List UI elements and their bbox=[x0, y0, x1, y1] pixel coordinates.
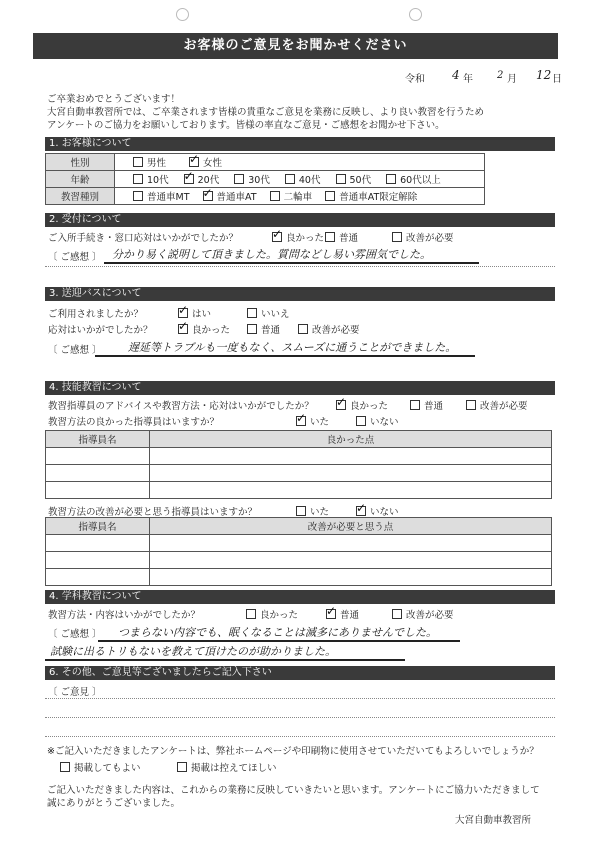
underline bbox=[98, 640, 460, 642]
comment-label-shuttle: 〔 ご感想 〕 bbox=[48, 345, 102, 356]
date-month-unit: 月 bbox=[507, 74, 517, 85]
date-day-unit: 日 bbox=[552, 74, 562, 85]
checkbox-shuttle-good[interactable] bbox=[178, 324, 188, 334]
option-reception-normal: 普通 bbox=[339, 233, 359, 244]
comment-reception: 分かり易く説明して頂きました。質問などし易い雰囲気でした。 bbox=[112, 248, 431, 261]
question-driving-instructor: 教習指導員のアドバイスや教習方法・応対はいかがでしたか？ bbox=[48, 401, 314, 412]
improve-instructor-table bbox=[45, 517, 552, 586]
checkbox-driving-good[interactable] bbox=[336, 400, 346, 410]
intro-line: アンケートのご協力をお願いしております。皆様の率直なご意見・ご感想をお聞かせ下さい。 bbox=[47, 120, 445, 131]
checkbox-academic-good[interactable] bbox=[246, 609, 256, 619]
comment-academic-line2: 試験に出るトリもないを教えて頂けたのが助かりました。 bbox=[50, 645, 336, 658]
option-driving-normal: 普通 bbox=[424, 401, 444, 412]
underline bbox=[104, 262, 479, 264]
comment-shuttle: 遅延等トラブルも一度もなく、スムーズに通うことができました。 bbox=[128, 341, 457, 354]
option-course-motorcycle: 二輪車 bbox=[283, 192, 313, 203]
table-cell[interactable] bbox=[150, 535, 552, 552]
table-cell[interactable] bbox=[46, 448, 150, 465]
checkbox-age-30[interactable] bbox=[234, 174, 244, 184]
option-reception-good: 良かった bbox=[286, 233, 325, 244]
question-shuttle-use: ご利用されましたか？ bbox=[48, 309, 144, 320]
table-cell[interactable] bbox=[150, 465, 552, 482]
table-cell[interactable] bbox=[150, 569, 552, 586]
col-good-points: 良かった点 bbox=[150, 431, 552, 448]
option-age-20: 20代 bbox=[197, 175, 220, 186]
table-cell[interactable] bbox=[150, 448, 552, 465]
option-shuttle-yes: はい bbox=[192, 309, 212, 320]
checkbox-good-instructor-no[interactable] bbox=[356, 416, 366, 426]
customer-info-table bbox=[45, 153, 485, 205]
checkbox-course-at-release[interactable] bbox=[325, 191, 335, 201]
option-academic-good: 良かった bbox=[260, 610, 299, 621]
col-instructor-name: 指導員名 bbox=[46, 518, 150, 535]
section-heading-shuttle: 3. 送迎バスについて bbox=[45, 287, 555, 301]
checkbox-good-instructor-yes[interactable] bbox=[296, 416, 306, 426]
date-day: 12 bbox=[536, 68, 552, 82]
option-male: 男性 bbox=[147, 158, 167, 169]
date-era: 令和 bbox=[405, 74, 425, 85]
option-female: 女性 bbox=[203, 158, 223, 169]
option-reception-improve: 改善が必要 bbox=[406, 233, 454, 244]
option-driving-good: 良かった bbox=[350, 401, 389, 412]
comment-label-other: 〔 ご意見 〕 bbox=[48, 687, 102, 698]
section-heading-customer: 1. お客様について bbox=[45, 137, 555, 151]
option-publish-ok: 掲載してもよい bbox=[74, 763, 141, 774]
option-shuttle-improve: 改善が必要 bbox=[312, 325, 360, 336]
section-heading-academic: 4. 学科教習について bbox=[45, 590, 555, 604]
checkbox-driving-improve[interactable] bbox=[466, 400, 476, 410]
checkbox-course-motorcycle[interactable] bbox=[270, 191, 280, 201]
option-academic-normal: 普通 bbox=[340, 610, 360, 621]
col-instructor-name: 指導員名 bbox=[46, 431, 150, 448]
option-age-60: 60代以上 bbox=[400, 175, 441, 186]
intro-line: 大宮自動車教習所では、ご卒業されます皆様の貴重なご意見を業務に反映し、より良い教習を行うため bbox=[47, 107, 485, 118]
checkbox-reception-normal[interactable] bbox=[325, 232, 335, 242]
col-improve-points: 改善が必要と思う点 bbox=[150, 518, 552, 535]
option-good-instructor-no: いない bbox=[370, 417, 399, 428]
option-age-40: 40代 bbox=[298, 175, 321, 186]
comment-label-academic: 〔 ご感想 〕 bbox=[48, 629, 102, 640]
option-course-at-release: 普通車AT限定解除 bbox=[339, 192, 418, 203]
date-month: 2 bbox=[497, 70, 504, 81]
checkbox-female[interactable] bbox=[189, 157, 199, 167]
checkbox-shuttle-normal[interactable] bbox=[247, 324, 257, 334]
table-cell[interactable] bbox=[150, 552, 552, 569]
row-label-gender: 性別 bbox=[46, 154, 115, 171]
option-course-mt: 普通車MT bbox=[147, 192, 190, 203]
section-heading-other: 6. その他、ご意見等ございましたらご記入下さい bbox=[45, 666, 555, 680]
closing-text bbox=[47, 784, 540, 810]
option-improve-instructor-no: いない bbox=[370, 507, 399, 518]
section-heading-reception: 2. 受付について bbox=[45, 213, 555, 227]
table-cell[interactable] bbox=[150, 482, 552, 499]
question-academic: 教習方法・内容はいかがでしたか？ bbox=[48, 610, 201, 621]
checkbox-age-60[interactable] bbox=[386, 174, 396, 184]
option-driving-improve: 改善が必要 bbox=[480, 401, 528, 412]
table-cell[interactable] bbox=[46, 482, 150, 499]
organization-name: 大宮自動車教習所 bbox=[455, 815, 532, 826]
closing-line: 誠にありがとうございました。 bbox=[47, 798, 181, 809]
option-publish-ng: 掲載は控えてほしい bbox=[191, 763, 277, 774]
option-shuttle-normal: 普通 bbox=[261, 325, 281, 336]
punch-hole-left bbox=[176, 8, 189, 21]
table-cell[interactable] bbox=[46, 465, 150, 482]
option-academic-improve: 改善が必要 bbox=[406, 610, 454, 621]
punch-hole-right bbox=[409, 8, 422, 21]
consent-question: ※ご記入いただきましたアンケートは、弊社ホームページや印刷物に使用させていただいてもよろしいでしょうか？ bbox=[47, 746, 539, 757]
intro bbox=[47, 93, 484, 132]
checkbox-age-10[interactable] bbox=[133, 174, 143, 184]
question-improve-instructor: 教習方法の改善が必要と思う指導員はいますか？ bbox=[48, 507, 258, 518]
checkbox-improve-instructor-yes[interactable] bbox=[296, 506, 306, 516]
checkbox-male[interactable] bbox=[133, 157, 143, 167]
checkbox-course-at[interactable] bbox=[203, 191, 213, 201]
checkbox-publish-ng[interactable] bbox=[177, 762, 187, 772]
checkbox-academic-normal[interactable] bbox=[326, 609, 336, 619]
option-shuttle-no: いいえ bbox=[261, 309, 290, 320]
option-good-instructor-yes: いた bbox=[310, 417, 330, 428]
option-improve-instructor-yes: いた bbox=[310, 507, 330, 518]
table-cell[interactable] bbox=[46, 552, 150, 569]
option-age-10: 10代 bbox=[147, 175, 169, 186]
row-label-age: 年齢 bbox=[46, 171, 115, 188]
closing-line: ご記入いただきました内容は、これからの業務に反映していきたいと思います。アンケートにご協力いただきまして bbox=[47, 785, 540, 796]
intro-line: ご卒業おめでとうございます！ bbox=[47, 94, 181, 105]
checkbox-reception-good[interactable] bbox=[272, 232, 282, 242]
underline bbox=[95, 355, 475, 357]
table-cell[interactable] bbox=[46, 569, 150, 586]
checkbox-shuttle-no[interactable] bbox=[247, 308, 257, 318]
comment-academic-line1: つまらない内容でも、眠くなることは滅多にありませんでした。 bbox=[118, 626, 437, 639]
row-label-course: 教習種別 bbox=[46, 188, 115, 205]
page-title: お客様のご意見をお聞かせください bbox=[33, 33, 558, 59]
checkbox-reception-improve[interactable] bbox=[392, 232, 402, 242]
writing-line bbox=[45, 736, 555, 737]
option-age-50: 50代 bbox=[349, 175, 372, 186]
writing-line bbox=[45, 266, 555, 267]
option-shuttle-good: 良かった bbox=[192, 325, 231, 336]
question-good-instructor: 教習方法の良かった指導員はいますか？ bbox=[48, 417, 220, 428]
option-age-30: 30代 bbox=[248, 175, 270, 186]
checkbox-improve-instructor-no[interactable] bbox=[356, 506, 366, 516]
checkbox-age-20[interactable] bbox=[184, 174, 194, 184]
checkbox-shuttle-yes[interactable] bbox=[178, 308, 188, 318]
checkbox-driving-normal[interactable] bbox=[410, 400, 420, 410]
underline bbox=[45, 659, 405, 661]
checkbox-shuttle-improve[interactable] bbox=[298, 324, 308, 334]
question-reception: ご入所手続き・窓口応対はいかがでしたか？ bbox=[48, 233, 239, 244]
checkbox-age-50[interactable] bbox=[336, 174, 346, 184]
question-shuttle-service: 応対はいかがでしたか？ bbox=[48, 325, 153, 336]
good-instructor-table bbox=[45, 430, 552, 499]
comment-label-reception: 〔 ご感想 〕 bbox=[48, 252, 102, 263]
date-year: 4 bbox=[452, 68, 460, 82]
writing-line bbox=[45, 717, 555, 718]
writing-line bbox=[45, 698, 555, 699]
section-heading-driving: 4. 技能教習について bbox=[45, 381, 555, 395]
date-year-unit: 年 bbox=[463, 74, 473, 85]
table-cell[interactable] bbox=[46, 535, 150, 552]
checkbox-publish-ok[interactable] bbox=[60, 762, 70, 772]
checkbox-age-40[interactable] bbox=[285, 174, 295, 184]
checkbox-academic-improve[interactable] bbox=[392, 609, 402, 619]
checkbox-course-mt[interactable] bbox=[133, 191, 143, 201]
option-course-at: 普通車AT bbox=[216, 192, 257, 203]
